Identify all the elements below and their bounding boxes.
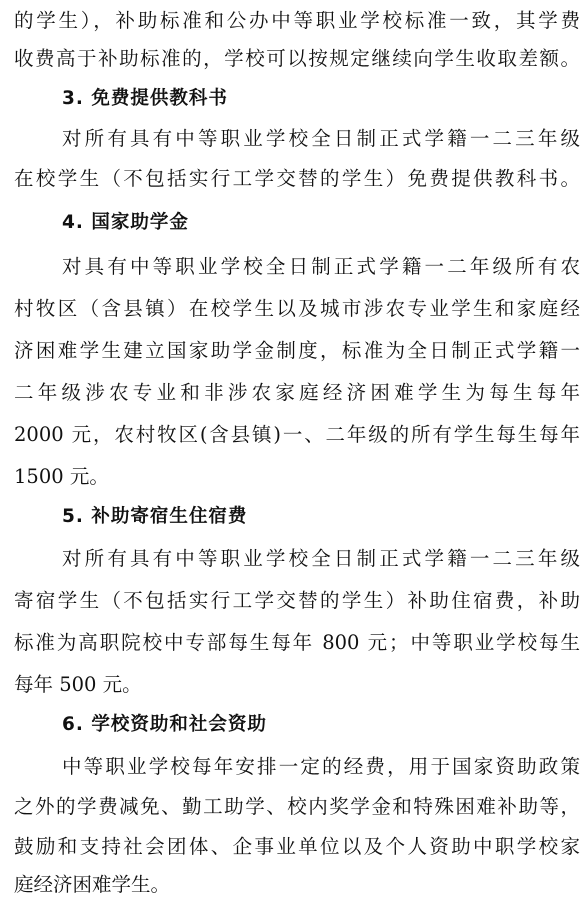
paragraph-line: 收费高于补助标准的，学校可以按规定继续向学生收取差额。 [14,47,580,70]
paragraph-line: 对具有中等职业学校全日制正式学籍一二年级所有农 [62,255,580,278]
paragraph-line: 1500 元。 [14,465,109,488]
section-heading-national-grant: 4. 国家助学金 [62,212,189,233]
paragraph-line: 标准为高职院校中专部每生每年 800 元；中等职业学校每生 [14,631,580,654]
paragraph-line: 寄宿学生（不包括实行工学交替的学生）补助住宿费，补助 [14,589,580,612]
paragraph-line: 村牧区（含县镇）在校学生以及城市涉农专业学生和家庭经 [14,297,580,320]
paragraph-line: 二年级涉农专业和非涉农家庭经济困难学生为每生每年 [14,381,580,404]
section-heading-school-social-aid: 6. 学校资助和社会资助 [62,714,267,735]
paragraph-line: 中等职业学校每年安排一定的经费，用于国家资助政策 [62,755,580,778]
paragraph-line: 庭经济困难学生。 [14,873,171,896]
section-heading-boarding-subsidy: 5. 补助寄宿生住宿费 [62,506,248,527]
paragraph-line: 2000 元，农村牧区(含县镇)一、二年级的所有学生每生每年 [14,423,580,446]
section-heading-textbooks: 3. 免费提供教科书 [62,88,228,109]
paragraph-line: 鼓励和支持社会团体、企事业单位以及个人资助中职学校家 [14,835,580,858]
paragraph-line: 的学生），补助标准和公办中等职业学校标准一致，其学费 [14,9,580,32]
paragraph-line: 对所有具有中等职业学校全日制正式学籍一二三年级 [62,547,580,570]
paragraph-line: 济困难学生建立国家助学金制度，标准为全日制正式学籍一 [14,339,580,362]
paragraph-line: 在校学生（不包括实行工学交替的学生）免费提供教科书。 [14,167,580,190]
paragraph-line: 之外的学费减免、勤工助学、校内奖学金和特殊困难补助等， [14,795,580,818]
paragraph-line: 每年 500 元。 [14,673,142,696]
paragraph-line: 对所有具有中等职业学校全日制正式学籍一二三年级 [62,127,580,150]
